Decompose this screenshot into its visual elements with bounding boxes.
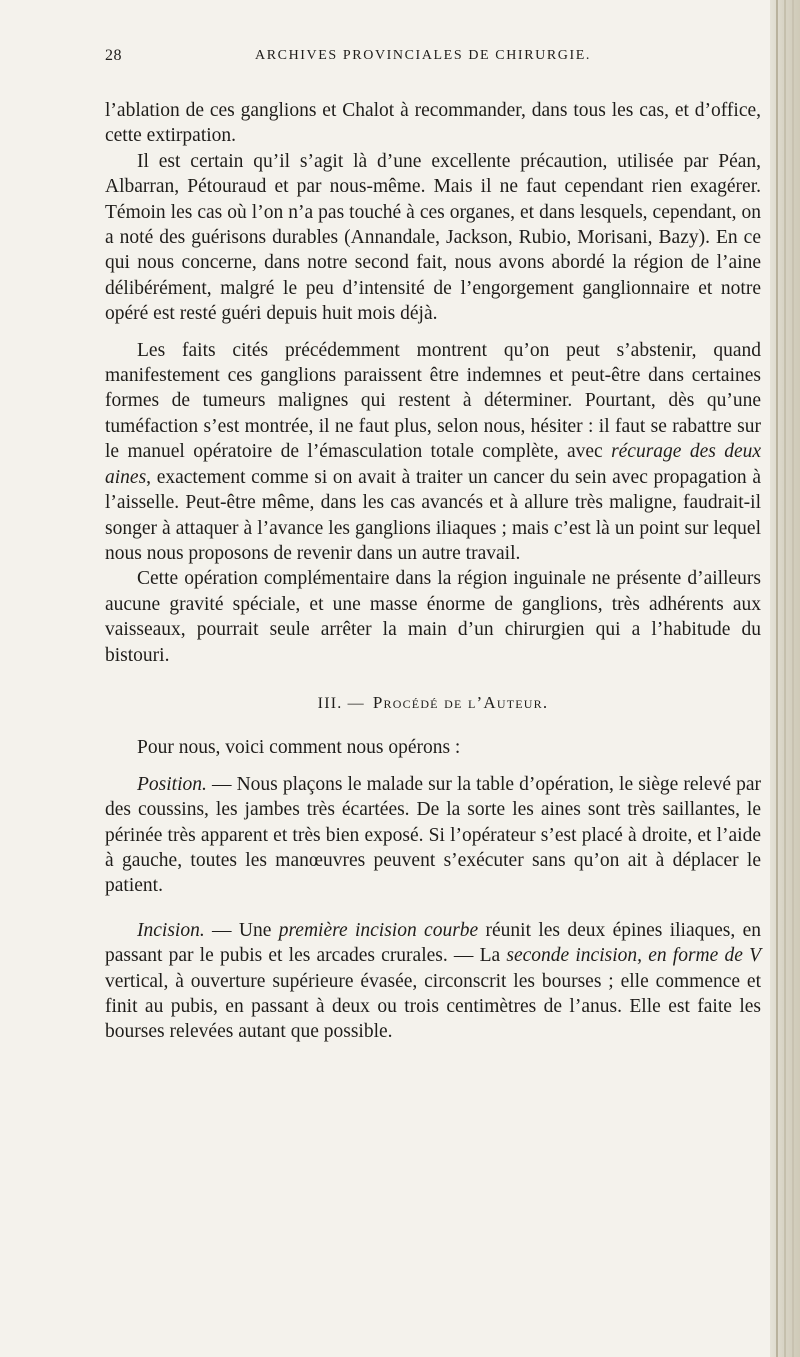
paragraph-position (105, 772, 761, 899)
section-number: III. — (317, 694, 365, 712)
paragraph-text: vertical, à ouverture supérieure évasée, circonscrit les bourses ; elle commence et finit au pubis, en passant à deux ou trois centimètres de l’anus. Elle est faite les bourses relevées autant que possible. (105, 970, 761, 1043)
running-title: ARCHIVES PROVINCIALES DE CHIRURGIE. (255, 48, 592, 63)
page-edge-line (784, 0, 786, 1357)
section-title: Procédé de l’Auteur. (372, 692, 549, 712)
paragraph-complementary-operation: Cette opération complémentaire dans la région inguinale ne présente d’ailleurs aucune gravité spéciale, et une masse énorme de ganglions, très adhérents aux vaisseaux, pourrait seule arrêter la main d’un chirurgien qui a l’habitude du bistouri. (105, 568, 761, 666)
paragraph-text: — Nous plaçons le malade sur la table d’opération, le siège relevé par des coussins, les jambes très écartées. De la sorte les aines sont très saillantes, le périnée très apparent et très bien exposé. Si l’opérateur s’est placé à droite, et l’aide à gauche, toutes les manœuvres peuvent s’exécuter sans qu’on ait à déplacer le patient. (105, 773, 761, 897)
page-edge-line (776, 0, 778, 1357)
paragraph-abstention (105, 338, 761, 567)
paragraph-intro: Pour nous, voici comment nous opérons : (137, 737, 461, 759)
emphasis-recurage: récurage des deux aines (105, 441, 762, 488)
paragraph-text: — Une (204, 919, 279, 941)
paragraph-continued: l’ablation de ces ganglions et Chalot à recommander, dans tous les cas, et d’office, cette extirpation. (105, 100, 761, 147)
paragraph-text: Les faits cités précédemment montrent qu’on peut s’abstenir, quand manifestement ces ganglions paraissent être indemnes et peut-être dans certaines formes de tumeurs malignes qui restent à déterminer. Pourtant, dès qu’une tuméfaction s’est montrée, il ne faut plus, selon nous, hésiter : il faut se rabattre sur le manuel opératoire de l’émasculation totale complète, avec (105, 339, 761, 463)
paragraph-text: , exactement comme si on avait à traiter un cancer du sein avec propagation à l’aisselle. Peut-être même, dans les cas avancés et à allure très maligne, faudrait-il songer à attaquer à l’avance les ganglions iliaques ; mais c’est là un point sur lequel nous nous proposons de revenir dans un autre travail. (105, 466, 761, 564)
paragraph-precaution: Il est certain qu’il s’agit là d’une excellente précaution, utilisée par Péan, Albarran, Pétouraud et par nous-même. Mais il ne faut cependant rien exagérer. Témoin les cas où l’on n’a pas touché à ces organes, et dans lesquels, cependant, on a noté des guérisons durables (Annandale, Jackson, Rubio, Morisani, Bazy). En ce qui nous concerne, dans notre second fait, nous avons abordé la région de l’aine délibérément, malgré le peu d’intensité de l’engorgement ganglionnaire et notre opéré est resté guéri depuis huit mois déjà. (105, 150, 761, 325)
emphasis-second-incision: seconde incision, en forme de V (506, 945, 761, 967)
page-edge (770, 0, 800, 1357)
section-heading (105, 690, 761, 716)
page-edge-line (792, 0, 794, 1357)
paragraph-incision (105, 918, 761, 1045)
page-number: 28 (105, 47, 122, 64)
label-incision: Incision. (137, 919, 205, 941)
running-head (105, 47, 765, 71)
emphasis-first-incision: première incision courbe (278, 919, 479, 941)
label-position: Position. (137, 773, 207, 795)
paragraph-text: réunit les deux épines iliaques, en passant par le pubis et les arcades crurales. — La (105, 919, 761, 967)
body-text (105, 98, 761, 1045)
